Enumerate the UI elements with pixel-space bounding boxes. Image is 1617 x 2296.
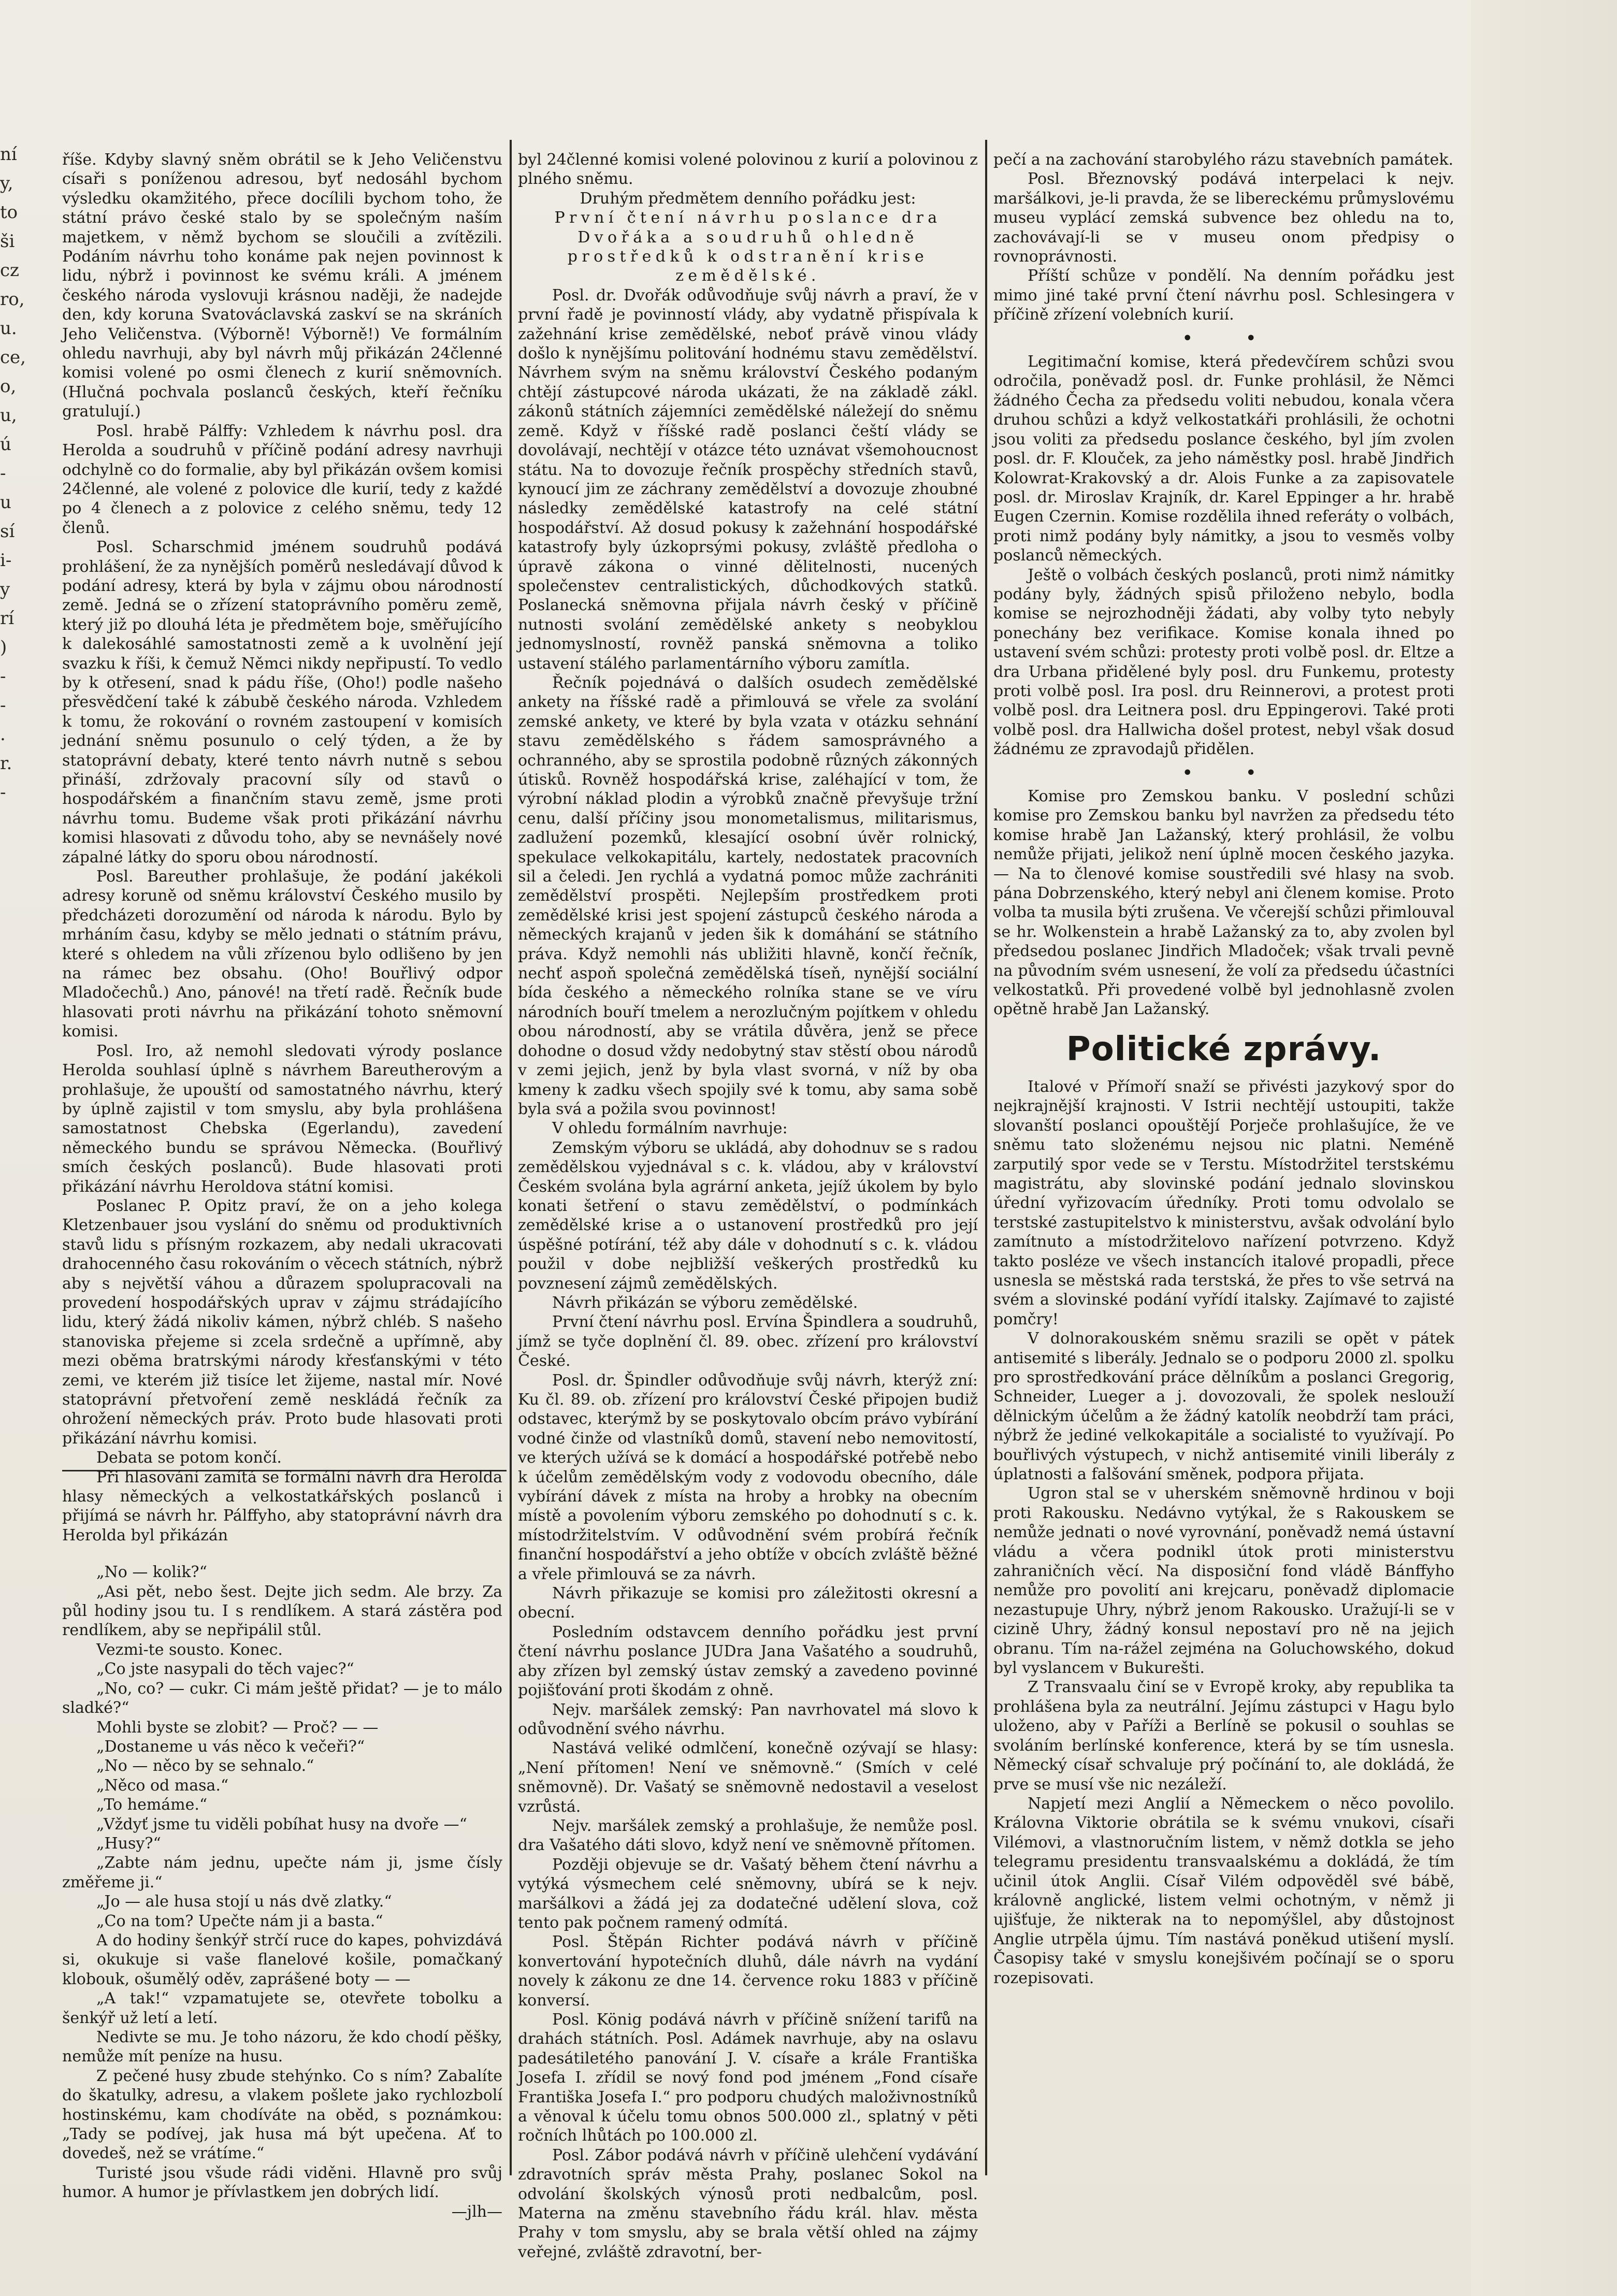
paragraph: Nejv. maršálek zemský a prohlašuje, že nemůže posl. dra Vašatého dáti slovo, když není ve sněmovně přítomen. — [518, 1816, 978, 1855]
paragraph: Italové v Přímoří snaží se přivésti jazykový spor do nejkrajnější krajnosti. V Istrii nechtějí ustoupiti, takže slovanští poslanci opouštějí Porječe prohlašujíce, že ve sněmu tato složenému nejsou nic platni. Neméně zarputilý spor vede se v Terstu. Místodržitel terstskému magistrátu, aby slovinské podání jednalo slovinskou úřední vyřizovacím úředníky. Proti tomu odvolalo se terstské zastupitelstvo k ministerstvu, avšak odvolání bylo zamítnuto a místodržitelovo nařízení potvrzeno. Když takto posléze ve všech instancích italové propadli, přece usnesla se městská rada terstská, že přes to vše setrvá na svém a slovinské podání vyřídí italsky. Zajímavé to zajisté pomčry! — [993, 1077, 1454, 1328]
paragraph: Napjetí mezi Anglií a Německem o něco povolilo. Královna Viktorie obrátila se k svému vnukovi, císaři Vilémovi, a vlastnoručním listem, v němž dotkla se jeho telegramu presidentu transvaalskému a dokládá, že tím učinil útok Anglii. Císař Vilém odpověděl své bábě, královně anglické, listem velmi ochotným, v němž ji ujišťuje, že nikterak na to nepomýšlel, aby důstojnost Anglie utrpěla újmu. Tím nastává poněkud utišení myslí. Časopisy také v smyslu konejšivém počínají se o sporu rozepisovati. — [993, 1794, 1454, 1987]
paragraph: Zemským výboru se ukládá, aby dohodnuv se s radou zemědělskou vyjednával s c. k. vládou, aby v království Českém svolána byla agrární anketa, jejíž úkolem by bylo konati šetření o stavu zemědělství, o podmínkách zemědělské krise a o ustanovení prostředků pro její úspěšné potírání, též aby dále v dohodnutí s c. k. vládou použil v dobe nejbližší veškerých prostředků ku povznesení zájmů zemědělských. — [518, 1138, 978, 1293]
feuilleton-line: „Něco od masa.“ — [96, 1776, 229, 1795]
feuilleton-line: Turisté jsou všude rádi viděni. Hlavně pro svůj humor. A humor je přívlastkem jen dobrých lidí. — [62, 2163, 502, 2202]
feuilleton-line: A do hodiny šenkýř strčí ruce do kapes, pohvizdává si, okukuje si vaše flanelové košile, pomačkaný klobouk, ošumělý oděv, zaprášené boty — — — [62, 1931, 502, 1988]
column-2 — [518, 150, 978, 2261]
spacer — [62, 1545, 502, 1563]
feuilleton-line: „Co na tom? Upečte nám ji a basta.“ — [96, 1912, 383, 1930]
paragraph: Posl. König podává návrh v příčině snížení tarifů na drahách státních. Posl. Adámek navrhuje, aby na oslavu padesátiletého panování J. V. císaře a krále Františka Josefa I. zřídil se nový fond pod jménem „Fond císaře Františka Josefa I.“ pro podporu chudých maloživnostníků a věnoval k účelu tomu obnos 500.000 zl., splatný v pěti ročních lhůtách po 100.000 zl. — [518, 2011, 978, 2145]
paragraph: Příští schůze v pondělí. Na denním pořádku jest mimo jiné také první čtení návrhu posl. Schlesingera v příčině zřízení volebních kurií. — [993, 267, 1454, 324]
paragraph: Debata se potom končí. — [96, 1449, 282, 1467]
paragraph: Posl. hrabě Pálffy: Vzhledem k návrhu posl. dra Herolda a soudruhů v příčině podání adresy navrhuji odchylně co do formalie, aby byl přikázán ovšem komisi 24členné, ale volené z polovice dle kurií, tedy z každé po 4 členech a z polovice z celého sněmu, tedy 12 členů. — [62, 422, 502, 537]
paragraph: Řečník pojednává o dalších osudech zemědělské ankety na říšské radě a přimlouvá se vřele za svolání zemské ankety, ve které by byla vzata v otázku sehnání stavu zemědělského s řádem samosprávného a ochranného, aby se sprostila podobně různých zákonných útisků. Rovněž hospodářská krise, zaléhající v tom, že výrobní náklad plodin a výrobků značně převyšuje tržní cenu, další příčiny jsou monometalismus, militarismus, zadlužení pozemků, klesající osobní úvěr rolnický, spekulace velkokapitálu, kartely, nedostatek pracovních sil a čeledi. Jen rychlá a vydatná pomoc může zachrániti zemědělství prospěti. Nejlepším prostředkem proti zemědělské krisi jest spojení zástupců českého národa a německých krajanů v jeden šik k domáhání se státního práva. Když nemohli nás ubližiti hlavně, končí řečník, nechť aspoň společná zemědělská tíseň, nynější sociální bída českého a německého rolníka stane se ve víru národních bouří tmelem a nerozlučným pojítkem v ohledu obou národností, aby se vrátila důvěra, jenž se přece dohodne o dosud vždy nedobytný stav stěstí obou národů v zemi jejich, jenž by byla vlast svorná, v níž by oba kmeny k zadku všech spojily své k tomu, aby sama sobě byla svá a požila svou povinnost! — [518, 673, 978, 1118]
paragraph: V ohledu formálním navrhuje: — [552, 1119, 788, 1138]
paragraph: Nastává veliké odmlčení, konečně ozývají se hlasy: „Není přítomen! Není ve sněmovně.“ (Smích v celé sněmovně). Dr. Vašatý se sněmovně nedostavil a veselost vzrůstá. — [518, 1739, 978, 1816]
paragraph: Posl. Scharschmid jménem soudruhů podává prohlášení, že za nynějších poměrů nesledávají důvod k podání adresy, která by byla v zájmu obou národností země. Jedná se o zřízení statoprávního poměru země, který již po dlouhá léta je předmětem boje, směřujícího k dalekosáhlé samostatnosti země a k uvolnění její svazku k říši, k čemuž Němci nikdy nepřipustí. To vedlo by k otřesení, snad k pádu říše, (Oho!) podle našeho přesvědčení také k zábubě českého národa. Vzhledem k tomu, že rokování o rovném zastoupení v komisích jednání sněmu posunulo o celý týden, a že by statoprávní debaty, které tento návrh nutně s sebou přináší, zdržovaly pracovní síly od stavů o hospodářském a finančním stavu země, jsme proti návrhu tomu. Budeme však proti přikázání návrhu komisi hlasovati z důvodu toho, aby se nevnášely nové zápalné látky do sporu obou národností. — [62, 538, 502, 867]
feuilleton-line: „No — kolik?“ — [96, 1563, 207, 1582]
paragraph: Poslanec P. Opitz praví, že on a jeho kolega Kletzenbauer jsou vyslání do sněmu od produktivních stavů lidu s přísným rozkazem, aby nedali ukracovati drahocenného času rokováním o věcech státních, nýbrž aby s největší váhou a důrazem spolupracovali na provedení hospodářských uprav v zájmu strádajícího lidu, který žádá nikoliv kámen, nýbrž chléb. S našeho stanoviska přejeme si zcela srdečně a upřímně, aby mezi oběma bratrskými národy křesťanskými v této zemi, ve kterém již tisíce let žijeme, nastal mír. Nové statoprávní přetvoření země neskládá řečník za ohrožení německých práv. Proto bude hlasovati proti přikázání návrhu komisi. — [62, 1196, 502, 1448]
paragraph: Komise pro Zemskou banku. V poslední schůzi komise pro Zemskou banku byl navržen za předsedu této komise hrabě Jan Lažanský, který prohlásil, že volbu nemůže přijati, jelikož není úplně mocen českého jazyka. — Na to členové komise soustředili své hlasy na svob. pána Dobrzenského, který nebyl ani členem komise. Proto volba ta musila býti zrušena. Ve včerejší schůzi přimlouval se hr. Wolkenstein a hrabě Lažanský za to, aby zvolen byl předsedou poslanec Jindřich Mladoček; však trvali pevně na původním svém usnesení, že volí za předsedu účastníci velkostatků. Při provedené volbě byl jednohlasně zvolen opětně hrabě Jan Lažanský. — [993, 787, 1454, 1019]
paragraph: První čtení návrhu posl. Ervína Špindlera a soudruhů, jímž se tyče doplnění čl. 89. obec. zřízení pro království České. — [518, 1313, 978, 1370]
column-rule-right — [985, 140, 987, 2175]
paragraph: Návrh přikázán se výboru zemědělské. — [552, 1293, 858, 1312]
feuilleton-line: „To hemáme.“ — [96, 1796, 208, 1814]
column-3 — [993, 150, 1454, 2222]
feuilleton-line: Mohli byste se zlobit? — Proč? — — — [96, 1718, 379, 1737]
agenda-heading: Druhým předmětem denního pořádku jest: — [580, 189, 916, 208]
feuilleton-line: Z pečené husy zbude stehýnko. Co s ním? Zabalíte do škatulky, adresu, a vlakem pošlete jako rychlozbolí hostinskému, kam chodíváte na oběd, s poznámkou: „Tady se podívej, jak husa má být upečena. Ať to dovedeš, než se vrátíme.“ — [62, 2067, 502, 2163]
paragraph: Posl. Bareuther prohlašuje, že podání jakékoli adresy koruně od sněmu království Českého musilo by předcházeti dorozumění od národa k národu. Bylo by mrháním času, kdyby se mělo jednati o státním právu, které s ohledem na vůli zřízenou bylo odlišeno by jen na rámec bez obsahu. (Oho! Bouřlivý odpor Mladočechů.) Ano, pánové! na třetí radě. Řečník bude hlasovati proti návrhu na přikázání tohoto sněmovní komisi. — [62, 868, 502, 1041]
paragraph: Posl. Březnovský podává interpelaci k nejv. maršálkovi, je-li pravda, že se libereckému průmyslovému museu vyplácí zemská subvence bez ohledu na to, zachovávají-li se v museu onom předpisy o rovnoprávnosti. — [993, 170, 1454, 266]
paragraph: Posl. dr. Dvořák odůvodňuje svůj návrh a praví, že v první řadě je povinností vlády, aby vydatně přispívala k zažehnání krise zemědělské, neboť právě vinou vlády došlo k nynějšímu politování hodnému stavu zemědělství. Návrhem svým na sněmu království Českého podaným chtějí zástupcové národa ukázati, že na základě zákl. zákonů státních zájemníci zemědělské náležejí do sněmu země. Když v říšské radě poslanci čeští vlády se dovolávají, nechtějí v otázce této uznávat všemohoucnost státu. Na to dovozuje řečník prospěchy středních stavů, kynoucí jim ze záchrany zemědělství a dovozuje zhoubné následky zemědělské katastrofy na celé státní hospodářství. Až dosud pokusy k zažehnání hospodářské katastrofy byly úzkoprsými pokusy, zvláště předloha o úpravě zákona o vinné dělitelnosti, nucených společenstev centralistických, důchodkových statků. Poslanecká sněmovna přijala návrh český v příčině nutnosti svolání zemědělské ankety s neobyklou jednomyslností, rovněž panská sněmovna a toliko ustavení stálého parlamentárního výboru zamítla. — [518, 286, 978, 673]
section-heading: Politické zprávy. — [1066, 1030, 1382, 1068]
paragraph: Ještě o volbách českých poslanců, proti nimž námitky podány byly, žádných spisů přiloženo nebylo, bodla komise se nejrozhodněji žádati, aby volby tyto nebyly ponechány bez verifikace. Komise konala ihned po ustavení svém schůzi: protesty proti volbě posl. dr. Eltze a dra Urbana přidělené byly posl. dru Funkemu, protesty proti volbě posl. Ira posl. dru Reinnerovi, a protest proti volbě posl. dra Leitnera posl. dru Eppingerovi. Také proti volbě posl. dra Hallwicha došel protest, nebyl však dosud žádnému ze zpravodajů přidělen. — [993, 566, 1454, 759]
feuilleton-line: „Dostaneme u vás něco k večeři?“ — [96, 1737, 365, 1756]
paragraph: Posl. Iro, až nemohl sledovati výrody poslance Herolda souhlasí úplně s návrhem Bareutherovým a prohlašuje, že upouští od samostatného návrhu, který by úplně zajistil v tom smyslu, aby byla prohlášena samostatnost Chebska (Egerlandu), zavedení německého bundu se správou Německa. (Bouřlivý smích českých poslanců). Bude hlasovati proti přikázání návrhu Heroldova státní komisi. — [62, 1042, 502, 1196]
paragraph: pečí a na zachování starobylého rázu stavebních památek. — [993, 151, 1454, 169]
paragraph: Ugron stal se v uherském sněmovně hrdinou v boji proti Rakousku. Nedávno vytýkal, že s Rakouskem se nemůže jednati o nové vyrovnání, poněvadž nemá ústavní vládu a včera podnikl útok proti ministerstvu zahraničních věcí. Na disposiční fond vládě Bánffyho nemůže pro povolití ani krejcaru, poněvadž diplomacie nezastupuje Uhry, nýbrž jenom Rakousko. Uražují-li se v cizině Uhry, žádný konsul nepostaví pro ně na jejich obranu. Tím na-rážel zejména na Goluchowského, dokud byl vyslancem v Bukurešti. — [993, 1484, 1454, 1678]
paragraph: V dolnorakouském sněmu srazili se opět v pátek antisemité s liberály. Jednalo se o podporu 2000 zl. spolku pro sprostředkování práce dělníkům a poslanci Gregorig, Schneider, Lueger a j. dovozovali, že spolek neslouží dělnickým účelům a že žádný katolík neobdrží tam práci, nýbrž že jediné velkokapitále a socialisté to využívají. Po bouřlivých výstupech, v nichž antisemité vinili liberály z úplatnosti a falšování směnek, podpora přijata. — [993, 1330, 1454, 1483]
feuilleton-line: „Jo — ale husa stojí u nás dvě zlatky.“ — [96, 1893, 392, 1911]
left-edge-fragments: ní y, to ši cz ro, u. ce, o, u, ú - u sí i- y rí ) - - . r. - — [0, 144, 26, 803]
paragraph: Z Transvaalu činí se v Evropě kroky, aby republika ta prohlášena byla za neutrální. Jejímu zástupci v Hagu bylo uloženo, aby v Paříži a Berlíně se pokusil o souhlas se svoláním berlínské konference, která by se tím usnesla. Německý císař schvaluje prý počínání to, ale dokládá, že prve se musí vše nic nezáleží. — [993, 1678, 1454, 1794]
column-1 — [62, 150, 502, 2222]
paragraph: Návrh přikazuje se komisi pro záležitosti okresní a obecní. — [518, 1584, 978, 1622]
feuilleton-line: „A tak!“ vzpamatujete se, otevřete tobolku a šenkýř už letí a letí. — [62, 1989, 502, 2027]
paragraph: Při hlasování zamítá se formální návrh dra Herolda hlasy německých a velkostatkářských poslanců i přijímá se návrh hr. Pálffyho, aby statoprávní návrh dra Herolda byl přikázán — [62, 1468, 502, 1544]
paragraph: Později objevuje se dr. Vašatý během čtení návrhu a vytýká výsmechem celé sněmovny, ubírá se k nejv. maršálkovi a žádá jej za dodatečné udělení slova, což tento pak počnem ramený odmítá. — [518, 1855, 978, 1932]
paragraph: Posl. Zábor podává návrh v příčině ulehčení vydávání zdravotních správ města Prahy, poslanec Sokol na odvolání školských výnosů proti nedbalcům, posl. Materna na změnu stavebního řádu král. hlav. města Prahy v tom smyslu, aby se brala větší ohled na zájmy veřejné, zvláště zdravotní, ber- — [518, 2146, 978, 2261]
feuilleton-line: „No, co? — cukr. Ci mám ještě přidat? — je to málo sladké?“ — [62, 1679, 502, 1717]
feuilleton-line: „Vždyť jsme tu viděli pobíhat husy na dvoře —“ — [96, 1815, 468, 1833]
paragraph: říše. Kdyby slavný sněm obrátil se k Jeho Veličenstvu císaři s poníženou adresou, byť nedosáhl bychom výsledku okamžitého, přece docílili bychom toho, že státní právo české stalo by se společným naším majetkem, v němž bychom se sloučili a zvítězili. Podáním návrhu toho konáme pak nejen povinnost k lidu, nýbrž i povinnost ke svému králi. A jménem českého národa vyslovuji krásnou naději, že nadejde den, kdy koruna Svatováclavská zaskví se na skráních Jeho Veličenstva. (Výborně! Výborně!) Ve formálním ohledu navrhuji, aby byl návrh můj přikázán 24členné komisi volené po osmi členech z kurií sněmovních. (Hlučná pochvala poslanců českých, kteří řečníku gratulují.) — [62, 151, 502, 421]
section-separator: • • — [1182, 329, 1265, 348]
feuilleton-line: „Zabte nám jednu, upečte nám ji, jsme čísly změřeme ji.“ — [62, 1854, 502, 1891]
paragraph: Legitimační komise, která předevčírem schůzi svou odročila, poněvadž posl. dr. Funke prohlásil, že Němci žádného Čecha za předsedu voliti nebudou, konala včera druhou schůzi a když velkostatkáři prohlásili, že ochotni jsou voliti za předsedu poslance českého, byl jím zvolen posl. dr. F. Klouček, za jeho náměstky posl. hrabě Jindřich Kolowrat-Krakovský a dr. Alois Funke a za zapisovatele posl. dr. Miroslav Krajník, dr. Karel Eppinger a hr. hrabě Eugen Czernin. Komise rozdělila ihned referáty o volbách, proti nimž podány byly námitky, a jsou to vesměs volby poslanců německých. — [993, 353, 1454, 565]
paragraph: byl 24členné komisi volené polovinou z kurií a polovinou z plného sněmu. — [518, 151, 978, 189]
author-signature: —jlh— — [451, 2202, 502, 2221]
section-separator: • • — [1182, 763, 1265, 782]
feuilleton-line: „Co jste nasypali do těch vajec?“ — [96, 1660, 354, 1679]
paragraph: Posl. dr. Špindler odůvodňuje svůj návrh, kterýž zní: Ku čl. 89. ob. zřízení pro království České připojen budiž odstavec, kterýmž by se poskytovalo obcím právo vybírání vodné činže od vlastníků domů, stavení nebo nemovitostí, ve kterých užívá se k domácí a hospodářské potřebě nebo k účelům zemědělským vody z vodovodu obecního, dále vybírání dávek z místa na hroby a hrobky na obecním místě a povolením výboru zemského po dohodnutí s c. k. místodržitelstvím. V odůvodnění svém probírá řečník finanční hospodářství a jeho obtíže v obcích zvláště běžné a vřele přimlouvá se za návrh. — [518, 1371, 978, 1583]
paragraph: Nejv. maršálek zemský: Pan navrhovatel má slovo k odůvodnění svého návrhu. — [518, 1700, 978, 1738]
feuilleton-line: Vezmi-te sousto. Konec. — [96, 1640, 283, 1659]
feuilleton-line: „No — něco by se sehnalo.“ — [96, 1757, 314, 1775]
paragraph: Posl. Štěpán Richter podává návrh v příčině konvertování hypotečních dluhů, dále návrh na vydání novely k zákonu ze dne 14. července roku 1883 v příčině konversí. — [518, 1933, 978, 2010]
agenda-item-title: První čtení návrhu poslance dra Dvořáka a soudruhů ohledně prostředků k odstranění krise zemědělské. — [554, 209, 942, 285]
right-margin — [1471, 0, 1617, 2296]
feuilleton-line: „Husy?“ — [96, 1834, 161, 1853]
feuilleton-line: „Asi pět, nebo šest. Dejte jich sedm. Ale brzy. Za půl hodiny jsou tu. I s rendlíkem. A stará zástěra pod rendlíkem, aby se nepřipálil stůl. — [62, 1582, 502, 1640]
column-rule-left — [510, 140, 512, 2175]
paragraph: Posledním odstavcem denního pořádku jest první čtení návrhu poslance JUDra Jana Vašatého a soudruhů, aby zřízen byl zemský ústav zemský a zavedeno povinné pojišťování proti škodám z ohně. — [518, 1623, 978, 1700]
feuilleton-line: Nedivte se mu. Je toho názoru, že kdo chodí pěšky, nemůže mít peníze na husu. — [62, 2028, 502, 2066]
